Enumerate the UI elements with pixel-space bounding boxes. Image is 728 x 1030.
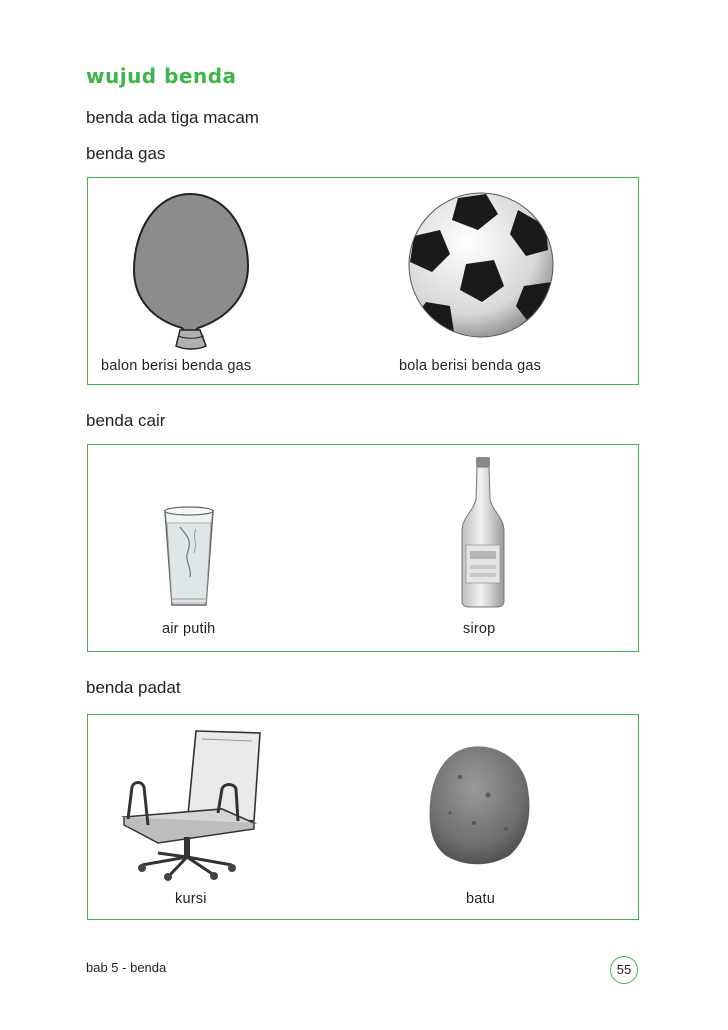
- office-chair-icon: [118, 725, 268, 881]
- section-label-solid: benda padat: [86, 678, 181, 697]
- intro-text: benda ada tiga macam: [86, 108, 259, 127]
- balloon-icon: [128, 190, 258, 350]
- section-label-liquid: benda cair: [86, 411, 166, 430]
- footer-chapter: bab 5 - benda: [86, 960, 167, 975]
- caption-water: air putih: [162, 621, 216, 637]
- soccer-ball-icon: [406, 190, 556, 340]
- water-glass-icon: [162, 505, 216, 609]
- caption-stone: batu: [466, 891, 496, 907]
- caption-ball: bola berisi benda gas: [399, 358, 542, 374]
- page-heading: wujud benda: [86, 64, 237, 88]
- stone-icon: [426, 743, 532, 869]
- section-label-gas: benda gas: [86, 144, 166, 163]
- syrup-bottle-icon: [458, 455, 508, 609]
- caption-balloon: balon berisi benda gas: [101, 358, 252, 374]
- solid-examples-box: [87, 714, 639, 920]
- caption-chair: kursi: [175, 891, 207, 907]
- gas-examples-box: [87, 177, 639, 385]
- liquid-examples-box: [87, 444, 639, 652]
- caption-syrup: sirop: [463, 621, 496, 637]
- page-number: 55: [610, 956, 638, 984]
